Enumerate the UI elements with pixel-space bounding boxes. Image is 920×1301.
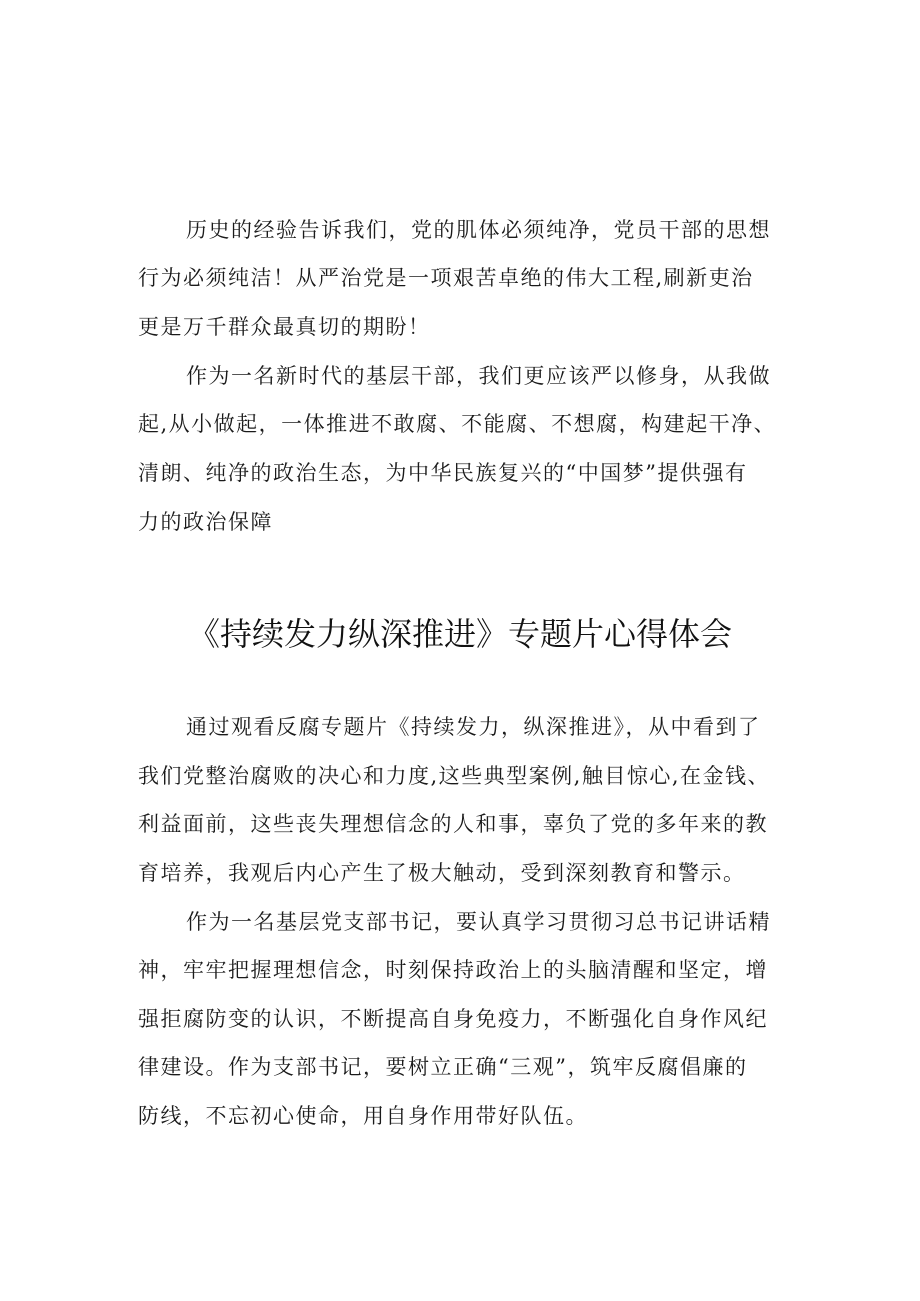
paragraph-line: 行为必须纯洁！从严治党是一项艰苦卓绝的伟大工程,刷新吏治 bbox=[138, 266, 754, 290]
paragraph-line: 力的政治保障 bbox=[138, 510, 273, 534]
paragraph-line: 我们党整治腐败的决心和力度,这些典型案例,触目惊心,在金钱、 bbox=[138, 764, 771, 788]
paragraph-line: 更是万千群众最真切的期盼！ bbox=[138, 315, 431, 339]
paragraph-line: 育培养，我观后内心产生了极大触动，受到深刻教育和警示。 bbox=[138, 861, 746, 885]
paragraph-line: 通过观看反腐专题片《持续发力，纵深推进》，从中看到了 bbox=[186, 715, 761, 739]
paragraph-line: 强拒腐防变的认识，不断提高自身免疫力，不断强化自身作风纪 bbox=[138, 1007, 768, 1031]
paragraph-line: 历史的经验告诉我们，党的肌体必须纯净，党员干部的思想 bbox=[186, 218, 771, 242]
paragraph-line: 律建设。作为支部书记，要树立正确“三观”，筑牢反腐倡廉的 bbox=[138, 1055, 748, 1079]
page-title: 《持续发力纵深推进》专题片心得体会 bbox=[187, 615, 732, 653]
paragraph-line: 作为一名基层党支部书记，要认真学习贯彻习总书记讲话精 bbox=[186, 910, 771, 934]
paragraph-line: 清朗、纯净的政治生态，为中华民族复兴的“中国梦”提供强有 bbox=[138, 461, 748, 485]
paragraph-line: 神，牢牢把握理想信念，时刻保持政治上的头脑清醒和坚定，增 bbox=[138, 958, 768, 982]
paragraph-line: 起,从小做起，一体推进不敢腐、不能腐、不想腐，构建起干净、 bbox=[138, 412, 777, 436]
paragraph-line: 作为一名新时代的基层干部，我们更应该严以修身，从我做 bbox=[186, 364, 771, 388]
paragraph-line: 利益面前，这些丧失理想信念的人和事，辜负了党的多年来的教 bbox=[138, 812, 768, 836]
paragraph-line: 防线，不忘初心使命，用自身作用带好队伍。 bbox=[138, 1104, 588, 1128]
